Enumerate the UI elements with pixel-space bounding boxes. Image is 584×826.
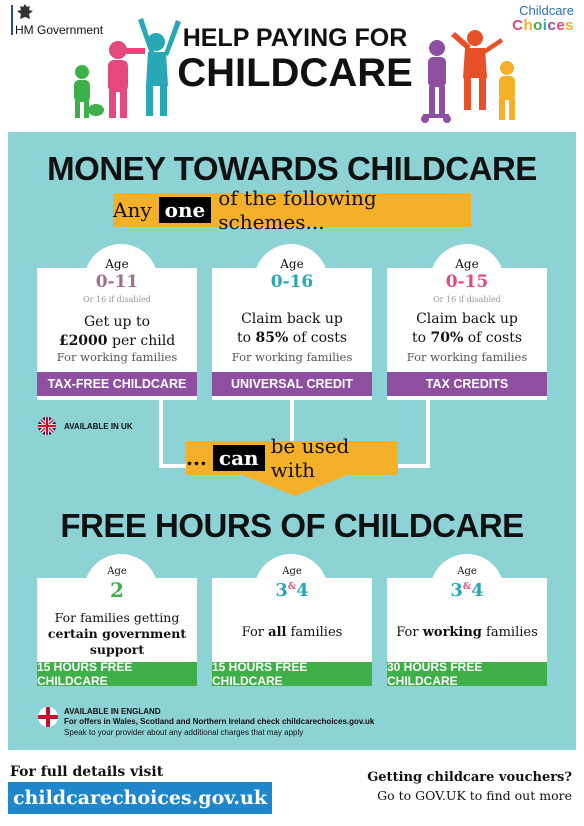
children-silhouettes-right (415, 26, 527, 124)
scheme-line1: Claim back up (416, 311, 518, 327)
age-label: Age (457, 566, 477, 577)
scheme-line1: Get up to (83, 314, 151, 330)
offers-note: For offers in Wales, Scotland and Northern Ireland check childcarechoices.gov.uk (64, 717, 375, 726)
page-title (170, 26, 420, 93)
age-note: Or 16 if disabled (433, 295, 501, 304)
hours-band: 15 HOURS FREE CHILDCARE (212, 662, 372, 686)
bridge-banner (186, 434, 398, 482)
eligibility-text: For working families (396, 625, 538, 640)
free-hours-heading: FREE HOURS OF CHILDCARE (60, 507, 524, 544)
eligibility-line2: certain government (47, 626, 187, 641)
family-text: For working families (406, 350, 528, 364)
eligibility-line3: support (89, 642, 145, 657)
royal-crest-icon (14, 3, 36, 21)
provider-note: Speak to your provider about any additional charges that may apply (64, 728, 304, 737)
age-value: 3&4 (450, 580, 484, 601)
age-label: Age (107, 566, 127, 577)
details-label: For full details visit (10, 764, 164, 780)
uk-flag-icon (38, 417, 56, 435)
age-label: Age (105, 257, 129, 271)
scheme-band: TAX-FREE CHILDCARE (37, 372, 197, 396)
england-flag-icon (38, 707, 58, 727)
logo-line2: Choices (512, 16, 574, 34)
title-line1: HELP PAYING FOR (182, 24, 408, 52)
age-label: Age (282, 566, 302, 577)
banner-pre: Any (113, 198, 152, 222)
scheme-line2: to 70% of costs (411, 329, 523, 346)
hours-band: 15 HOURS FREE CHILDCARE (37, 662, 197, 686)
age-value: 3&4 (275, 580, 309, 601)
url-link[interactable]: childcarechoices.gov.uk (8, 782, 272, 814)
family-text: For working families (231, 350, 353, 364)
scheme-text (387, 310, 547, 348)
available-england: AVAILABLE IN ENGLAND (64, 707, 161, 716)
bridge-post: be used with (270, 434, 350, 482)
banner-highlight: one (159, 197, 212, 223)
age-label: Age (455, 257, 479, 271)
hours-band: 30 HOURS FREE CHILDCARE (387, 662, 547, 686)
children-silhouettes-left (68, 12, 183, 122)
money-heading: MONEY TOWARDS CHILDCARE (47, 150, 537, 187)
bridge-pre: ... (186, 446, 207, 470)
scheme-line2: to 85% of costs (236, 329, 348, 346)
scheme-line1: Claim back up (241, 311, 343, 327)
available-uk: AVAILABLE IN UK (64, 422, 133, 431)
scheme-text (212, 310, 372, 348)
age-value: 0-11 (95, 272, 139, 292)
scheme-text (37, 313, 197, 351)
title-line2: CHILDCARE (177, 51, 413, 95)
schemes-banner (113, 186, 471, 234)
scheme-band: TAX CREDITS (387, 372, 547, 396)
logo-line1: Childcare (519, 3, 574, 18)
scheme-line2: £2000 per child (58, 332, 176, 349)
vouchers-question: Getting childcare vouchers? (367, 770, 572, 785)
vouchers-answer: Go to GOV.UK to find out more (377, 788, 572, 803)
family-text: For working families (56, 350, 178, 364)
scheme-band: UNIVERSAL CREDIT (212, 372, 372, 396)
bridge-highlight: can (213, 445, 265, 471)
eligibility-line1: For families getting (54, 610, 180, 625)
age-value: 0-16 (270, 272, 314, 292)
gov-label: HM Government (15, 23, 104, 37)
eligibility-text: For all families (241, 625, 343, 640)
eligibility-text (37, 610, 197, 658)
age-label: Age (280, 257, 304, 271)
banner-post: of the following schemes... (218, 186, 377, 234)
age-value: 2 (110, 578, 124, 602)
age-value: 0-15 (445, 272, 489, 292)
age-note: Or 16 if disabled (83, 295, 151, 304)
gov-logo-bar (11, 5, 13, 35)
